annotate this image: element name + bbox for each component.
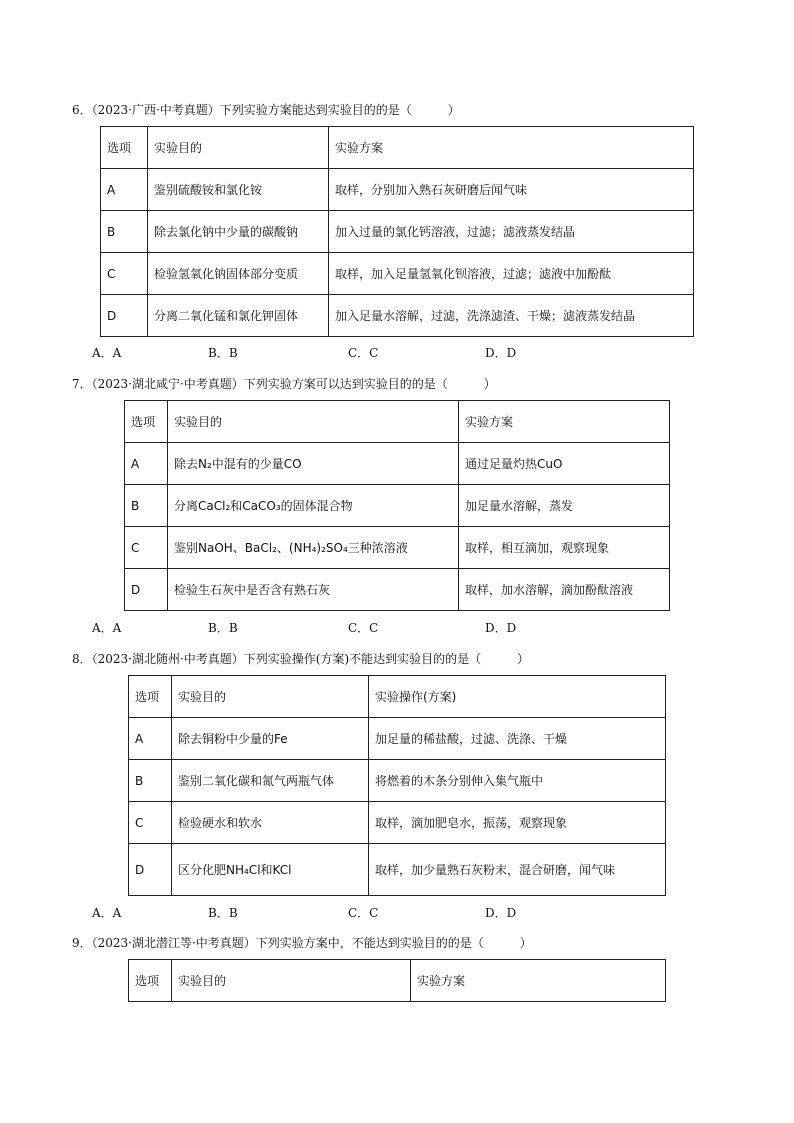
- header-plan: 实验方案: [459, 401, 670, 443]
- cell-purpose: 除去铜粉中少量的Fe: [172, 718, 369, 760]
- option-a[interactable]: A．A: [92, 906, 122, 920]
- header-option: 选项: [129, 676, 172, 718]
- question-6-stem: 6．（2023·广西·中考真题）下列实验方案能达到实验目的的是（ ）: [72, 103, 460, 117]
- cell-plan: 加入足量水溶解，过滤，洗涤滤渣、干燥；滤液蒸发结晶: [329, 295, 694, 337]
- cell-purpose: 鉴别二氧化碳和氮气两瓶气体: [172, 760, 369, 802]
- header-plan: 实验操作(方案): [369, 676, 666, 718]
- cell-option: A: [129, 718, 172, 760]
- cell-plan: 取样，加少量熟石灰粉末，混合研磨，闻气味: [369, 844, 666, 896]
- cell-purpose: 鉴别硫酸铵和氯化铵: [148, 169, 329, 211]
- question-8-stem: 8．（2023·湖北随州·中考真题）下列实验操作(方案)不能达到实验目的的是（ ）: [72, 652, 530, 666]
- cell-purpose: 区分化肥NH₄Cl和KCl: [172, 844, 369, 896]
- cell-purpose: 鉴别NaOH、BaCl₂、(NH₄)₂SO₄三种浓溶液: [168, 527, 459, 569]
- option-a[interactable]: A．A: [92, 346, 122, 360]
- cell-purpose: 检验硬水和软水: [172, 802, 369, 844]
- cell-option: B: [101, 211, 148, 253]
- question-8-table: [128, 675, 666, 896]
- option-c[interactable]: C．C: [348, 906, 379, 920]
- option-c[interactable]: C．C: [348, 621, 379, 635]
- cell-plan: 加入过量的氯化钙溶液，过滤；滤液蒸发结晶: [329, 211, 694, 253]
- table-row: [129, 718, 666, 760]
- question-6-table: [100, 126, 694, 337]
- cell-purpose: 分离二氧化锰和氯化钾固体: [148, 295, 329, 337]
- question-7-table: [124, 400, 670, 611]
- table-row: [101, 253, 694, 295]
- question-7-stem: 7．（2023·湖北咸宁·中考真题）下列实验方案可以达到实验目的的是（ ）: [72, 377, 496, 391]
- table-row: [101, 211, 694, 253]
- cell-option: D: [125, 569, 168, 611]
- option-d[interactable]: D．D: [485, 346, 517, 360]
- cell-plan: 取样，滴加肥皂水，振荡，观察现象: [369, 802, 666, 844]
- cell-option: C: [129, 802, 172, 844]
- header-purpose: 实验目的: [148, 127, 329, 169]
- cell-option: D: [101, 295, 148, 337]
- question-9-stem: 9．（2023·湖北潜江等·中考真题）下列实验方案中，不能达到实验目的的是（ ）: [72, 936, 532, 950]
- cell-plan: 加足量的稀盐酸，过滤、洗涤、干燥: [369, 718, 666, 760]
- table-row: [125, 443, 670, 485]
- cell-option: D: [129, 844, 172, 896]
- header-plan: 实验方案: [329, 127, 694, 169]
- option-d[interactable]: D．D: [485, 906, 517, 920]
- option-d[interactable]: D．D: [485, 621, 517, 635]
- table-row: [101, 169, 694, 211]
- cell-option: B: [129, 760, 172, 802]
- cell-purpose: 检验氢氧化钠固体部分变质: [148, 253, 329, 295]
- header-option: 选项: [101, 127, 148, 169]
- cell-plan: 将燃着的木条分别伸入集气瓶中: [369, 760, 666, 802]
- table-row: [125, 527, 670, 569]
- header-plan: 实验方案: [411, 960, 666, 1002]
- cell-plan: 取样，加入足量氢氧化钡溶液，过滤；滤液中加酚酞: [329, 253, 694, 295]
- header-purpose: 实验目的: [168, 401, 459, 443]
- table-row: [125, 485, 670, 527]
- cell-plan: 取样，加水溶解，滴加酚酞溶液: [459, 569, 670, 611]
- option-b[interactable]: B．B: [208, 346, 238, 360]
- cell-purpose: 除去氯化钠中少量的碳酸钠: [148, 211, 329, 253]
- cell-plan: 取样，相互滴加，观察现象: [459, 527, 670, 569]
- cell-option: C: [125, 527, 168, 569]
- cell-option: B: [125, 485, 168, 527]
- table-row: [129, 844, 666, 896]
- cell-plan: 取样，分别加入熟石灰研磨后闻气味: [329, 169, 694, 211]
- header-purpose: 实验目的: [172, 676, 369, 718]
- cell-purpose: 分离CaCl₂和CaCO₃的固体混合物: [168, 485, 459, 527]
- option-a[interactable]: A．A: [92, 621, 122, 635]
- header-option: 选项: [125, 401, 168, 443]
- cell-option: C: [101, 253, 148, 295]
- table-header-row: [129, 676, 666, 718]
- cell-purpose: 除去N₂中混有的少量CO: [168, 443, 459, 485]
- option-b[interactable]: B．B: [208, 621, 238, 635]
- table-row: [125, 569, 670, 611]
- table-row: [129, 760, 666, 802]
- cell-purpose: 检验生石灰中是否含有熟石灰: [168, 569, 459, 611]
- header-option: 选项: [129, 960, 172, 1002]
- table-header-row: [125, 401, 670, 443]
- table-row: [129, 802, 666, 844]
- table-row: [101, 295, 694, 337]
- table-header-row: [101, 127, 694, 169]
- table-header-row: [129, 960, 666, 1002]
- header-purpose: 实验目的: [172, 960, 411, 1002]
- option-b[interactable]: B．B: [208, 906, 238, 920]
- cell-option: A: [101, 169, 148, 211]
- option-c[interactable]: C．C: [348, 346, 379, 360]
- cell-option: A: [125, 443, 168, 485]
- cell-plan: 加足量水溶解，蒸发: [459, 485, 670, 527]
- question-9-table: [128, 959, 666, 1002]
- cell-plan: 通过足量灼热CuO: [459, 443, 670, 485]
